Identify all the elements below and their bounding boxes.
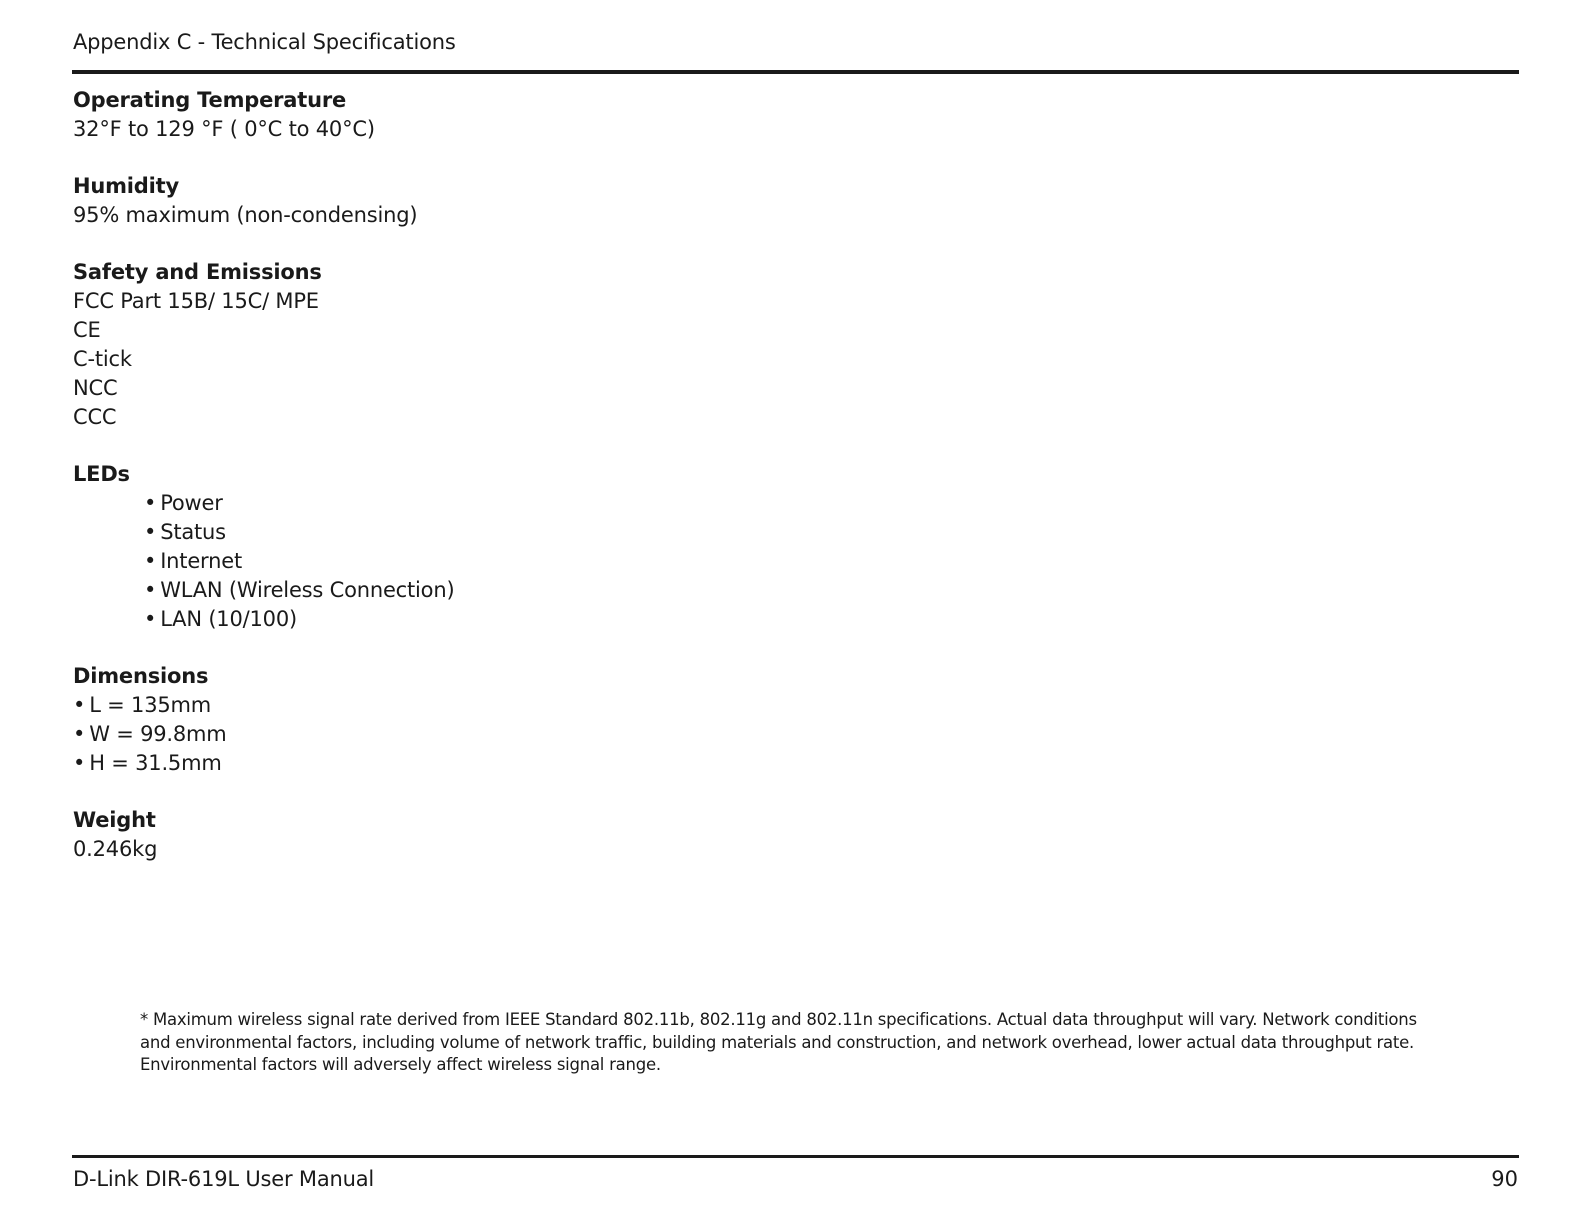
operating-temperature-value: 32°F to 129 °F ( 0°C to 40°C) [73, 117, 375, 141]
footnote [140, 1009, 1460, 1077]
page-header-title: Appendix C - Technical Specifications [73, 30, 456, 54]
led-list-item [73, 576, 1373, 605]
operating-temperature-heading: Operating Temperature [73, 88, 347, 112]
operating-temperature-section [73, 86, 1373, 144]
dimension-list-item [73, 749, 1373, 778]
spec-content [73, 86, 1373, 892]
dimensions-heading: Dimensions [73, 664, 209, 688]
bullet-glyph: • [73, 751, 86, 775]
footnote-line: Environmental factors will adversely affect wireless signal range. [140, 1055, 661, 1074]
safety-emissions-section [73, 258, 1373, 432]
footnote-line: and environmental factors, including volume of network traffic, building materials and construction, and network overhead, lower actual data throughput rate. [140, 1032, 1414, 1052]
bullet-glyph: • [144, 578, 157, 602]
dimension-value: H = 31.5mm [89, 751, 222, 775]
leds-heading: LEDs [73, 462, 130, 486]
safety-item: NCC [73, 376, 118, 400]
led-list-item [73, 605, 1373, 634]
led-list-item [73, 518, 1373, 547]
bullet-glyph: • [144, 607, 157, 631]
dimensions-section [73, 662, 1373, 778]
footer-divider [72, 1155, 1519, 1158]
dimension-value: W = 99.8mm [89, 722, 227, 746]
footer-manual-name: D-Link DIR-619L User Manual [73, 1167, 375, 1191]
led-list-item [73, 489, 1373, 518]
humidity-section [73, 172, 1373, 230]
weight-value: 0.246kg [73, 837, 158, 861]
led-list-item [73, 547, 1373, 576]
led-label: WLAN (Wireless Connection) [160, 578, 455, 602]
humidity-heading: Humidity [73, 174, 179, 198]
bullet-glyph: • [144, 520, 157, 544]
humidity-value: 95% maximum (non-condensing) [73, 203, 418, 227]
dimension-list-item [73, 691, 1373, 720]
footnote-line: * Maximum wireless signal rate derived from IEEE Standard 802.11b, 802.11g and 802.11n specifications. Actual data throughput will vary. Network conditions [140, 1010, 1417, 1029]
led-label: Status [160, 520, 226, 544]
bullet-glyph: • [144, 491, 157, 515]
safety-item: FCC Part 15B/ 15C/ MPE [73, 289, 319, 313]
bullet-glyph: • [144, 549, 157, 573]
safety-item: C-tick [73, 347, 132, 371]
leds-section [73, 460, 1373, 634]
led-label: Internet [160, 549, 242, 573]
weight-heading: Weight [73, 808, 156, 832]
safety-item: CE [73, 318, 101, 342]
led-label: LAN (10/100) [160, 607, 297, 631]
bullet-glyph: • [73, 693, 86, 717]
dimension-list-item [73, 720, 1373, 749]
safety-emissions-heading: Safety and Emissions [73, 260, 322, 284]
weight-section [73, 806, 1373, 864]
bullet-glyph: • [73, 722, 86, 746]
dimension-value: L = 135mm [89, 693, 212, 717]
page-number: 90 [1491, 1167, 1518, 1191]
header-divider [72, 70, 1519, 74]
safety-item: CCC [73, 405, 117, 429]
led-label: Power [160, 491, 223, 515]
